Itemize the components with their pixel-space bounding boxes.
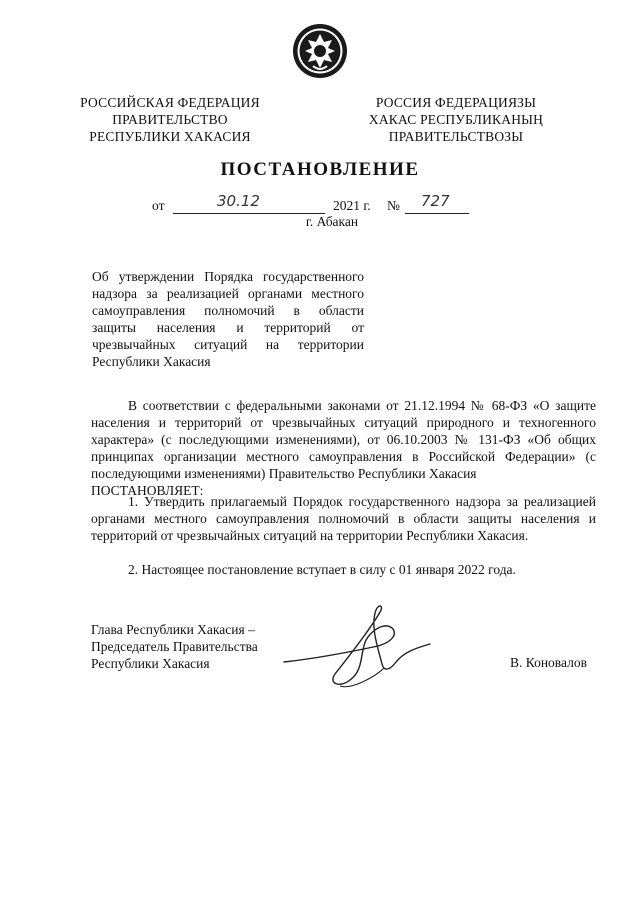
city-label: г. Абакан: [305, 214, 359, 229]
signatory-position-line-2: Председатель Правительства: [91, 639, 258, 654]
signatory-position: [91, 621, 258, 672]
year-label: 2021 г.: [333, 198, 371, 213]
header-right-line-2: ХАКАС РЕСПУБЛИКАНЫҢ: [368, 112, 544, 127]
signatory-position-line-3: Республики Хакасия: [91, 656, 210, 671]
header-right-line-1: РОССИЯ ФЕДЕРАЦИЯЗЫ: [375, 95, 537, 110]
header-left-line-1: РОССИЙСКАЯ ФЕДЕРАЦИЯ: [80, 95, 260, 110]
preamble-paragraph: [91, 397, 596, 499]
header-right-block: [358, 94, 554, 145]
preamble-text: В соответствии с федеральными законами от 21.12.1994 № 68-ФЗ «О защите населения и территорий от чрезвычайных ситуаций природного и техногенного характера» (с последующими изменениями), от 06.10.2003 № 131-ФЗ «Об общих принципах организации местного самоуправления в Российской Федерации» (с последующими изменениями) Правительство Республики Хакасия: [91, 398, 596, 481]
handwritten-signature: [280, 600, 450, 710]
point-1: 1. Утвердить прилагаемый Порядок государственного надзора за реализацией органами местного самоуправления полномочий в области защиты населения и территорий от чрезвычайных ситуаций на территории Республики Хакасия.: [91, 494, 596, 543]
decree-word: ПОСТАНОВЛЯЕТ:: [91, 483, 204, 498]
coat-of-arms-emblem: [291, 22, 349, 85]
date-prefix: от: [152, 198, 165, 213]
document-subject: Об утверждении Порядка государственного надзора за реализацией органами местного самоуправления полномочий в области защиты населения и территорий от чрезвычайных ситуаций на территории Республики Хакасия: [92, 269, 364, 369]
number-handwritten: 727: [421, 192, 450, 210]
header-right-line-3: ПРАВИТЕЛЬСТВОЗЫ: [388, 129, 524, 144]
point-2: 2. Настоящее постановление вступает в силу с 01 января 2022 года.: [128, 562, 516, 577]
coat-of-arms-icon: [291, 22, 349, 80]
date-handwritten: 30.12: [217, 192, 260, 210]
header-left-line-3: РЕСПУБЛИКИ ХАКАСИЯ: [89, 129, 251, 144]
signatory-position-line-1: Глава Республики Хакасия –: [91, 622, 255, 637]
document-title: ПОСТАНОВЛЕНИЕ: [220, 159, 420, 180]
number-label: №: [387, 198, 400, 213]
header-left-block: [70, 94, 270, 145]
signatory-name: В. Коновалов: [510, 655, 587, 670]
signature-icon: [280, 600, 450, 705]
header-left-line-2: ПРАВИТЕЛЬСТВО: [112, 112, 228, 127]
